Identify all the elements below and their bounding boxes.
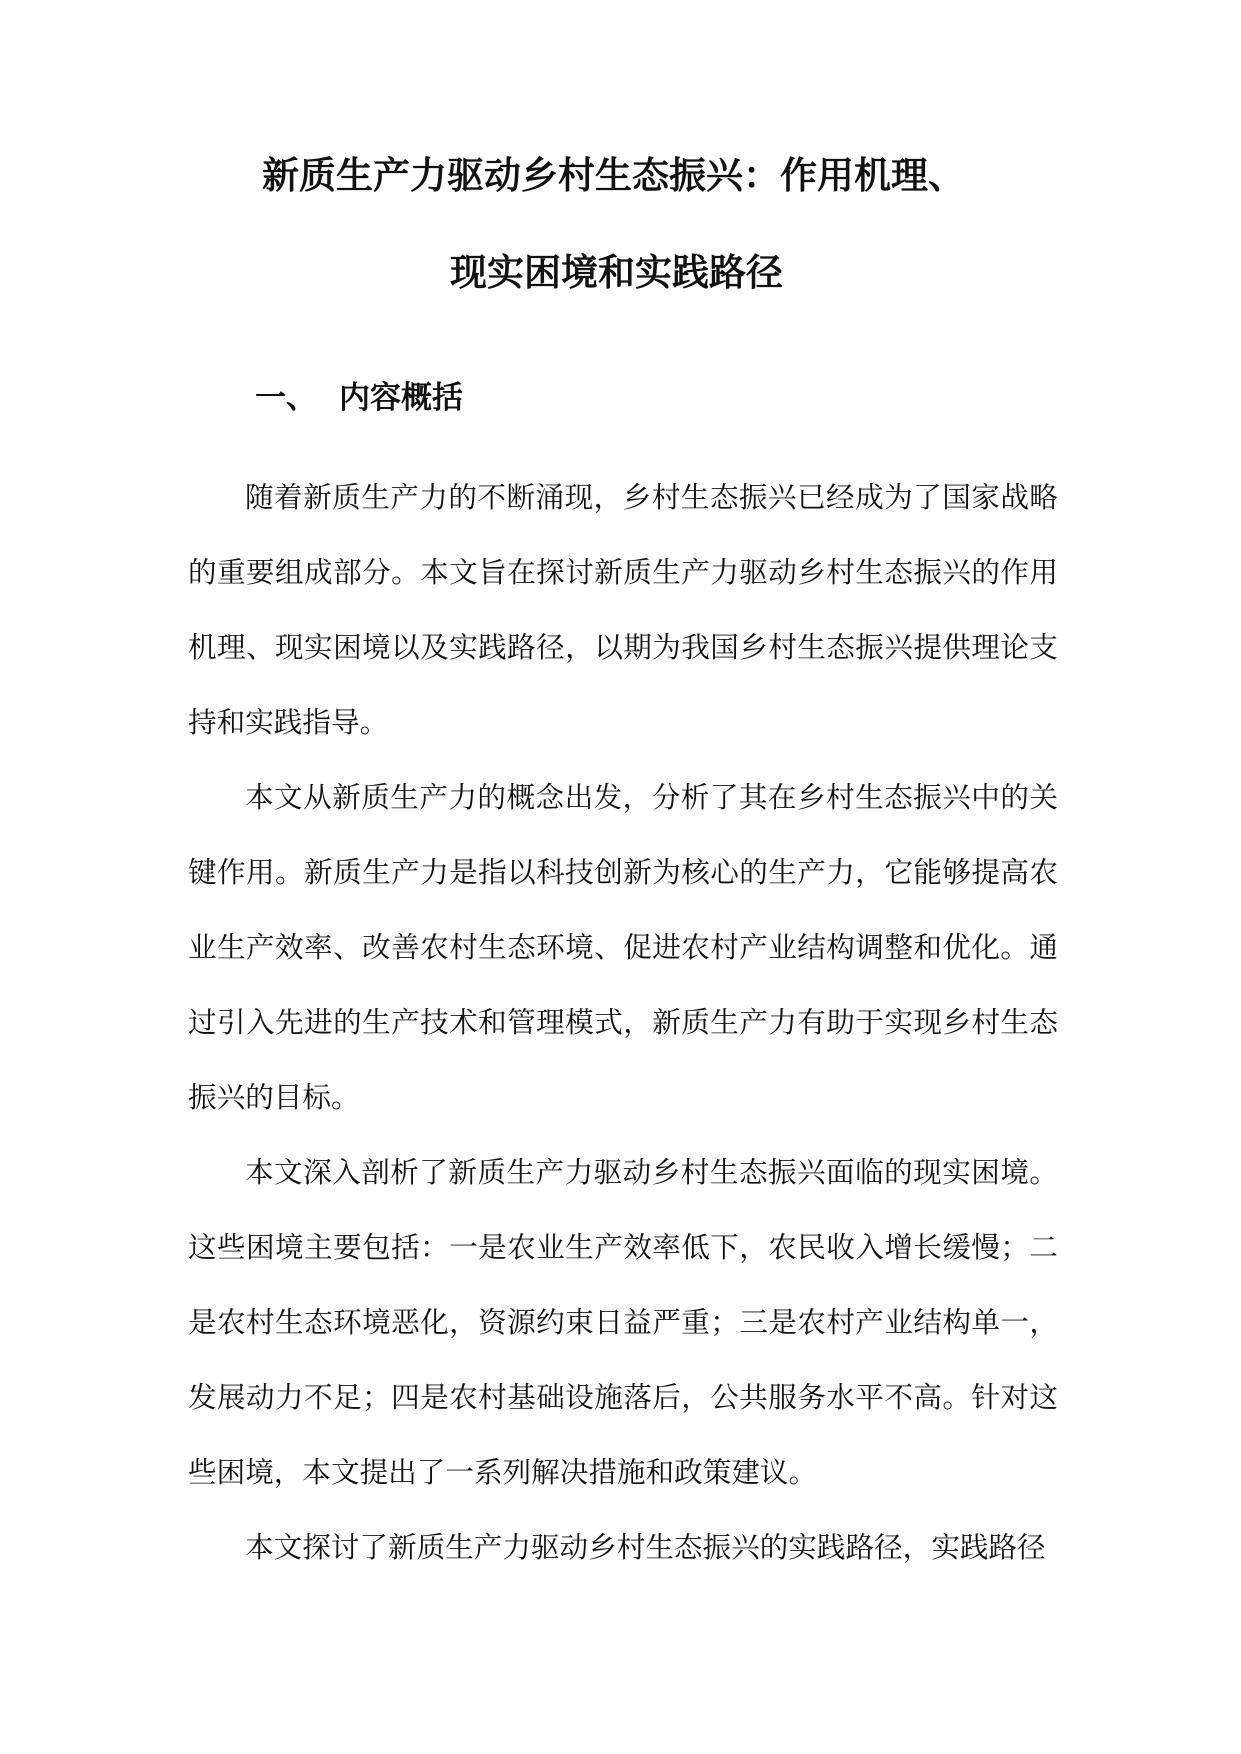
document-title-line-2: 现实困境和实践路径: [450, 251, 783, 294]
body-text: [188, 460, 1058, 1585]
paragraph: 随着新质生产力的不断涌现，乡村生态振兴已经成为了国家战略的重要组成部分。本文旨在探讨新质生产力驱动乡村生态振兴的作用机理、现实困境以及实践路径，以期为我国乡村生态振兴提供理论支持和实践指导。: [188, 480, 1058, 739]
section-number: 一、: [255, 380, 317, 416]
paragraph: 本文探讨了新质生产力驱动乡村生态振兴的实践路径，实践路径: [245, 1530, 1046, 1564]
paragraph: 本文从新质生产力的概念出发，分析了其在乡村生态振兴中的关键作用。新质生产力是指以科技创新为核心的生产力，它能够提高农业生产效率、改善农村生态环境、促进农村产业结构调整和优化。通过引入先进的生产技术和管理模式，新质生产力有助于实现乡村生态振兴的目标。: [188, 780, 1058, 1114]
document-title-line-1: 新质生产力驱动乡村生态振兴：作用机理、: [262, 154, 965, 197]
paragraph: 本文深入剖析了新质生产力驱动乡村生态振兴面临的现实困境。这些困境主要包括：一是农业生产效率低下，农民收入增长缓慢；二是农村生态环境恶化，资源约束日益严重；三是农村产业结构单一，发展动力不足；四是农村基础设施落后，公共服务水平不高。针对这些困境，本文提出了一系列解决措施和政策建议。: [188, 1155, 1058, 1489]
section-heading-text: 内容概括: [339, 380, 463, 416]
section-heading: [255, 378, 463, 418]
